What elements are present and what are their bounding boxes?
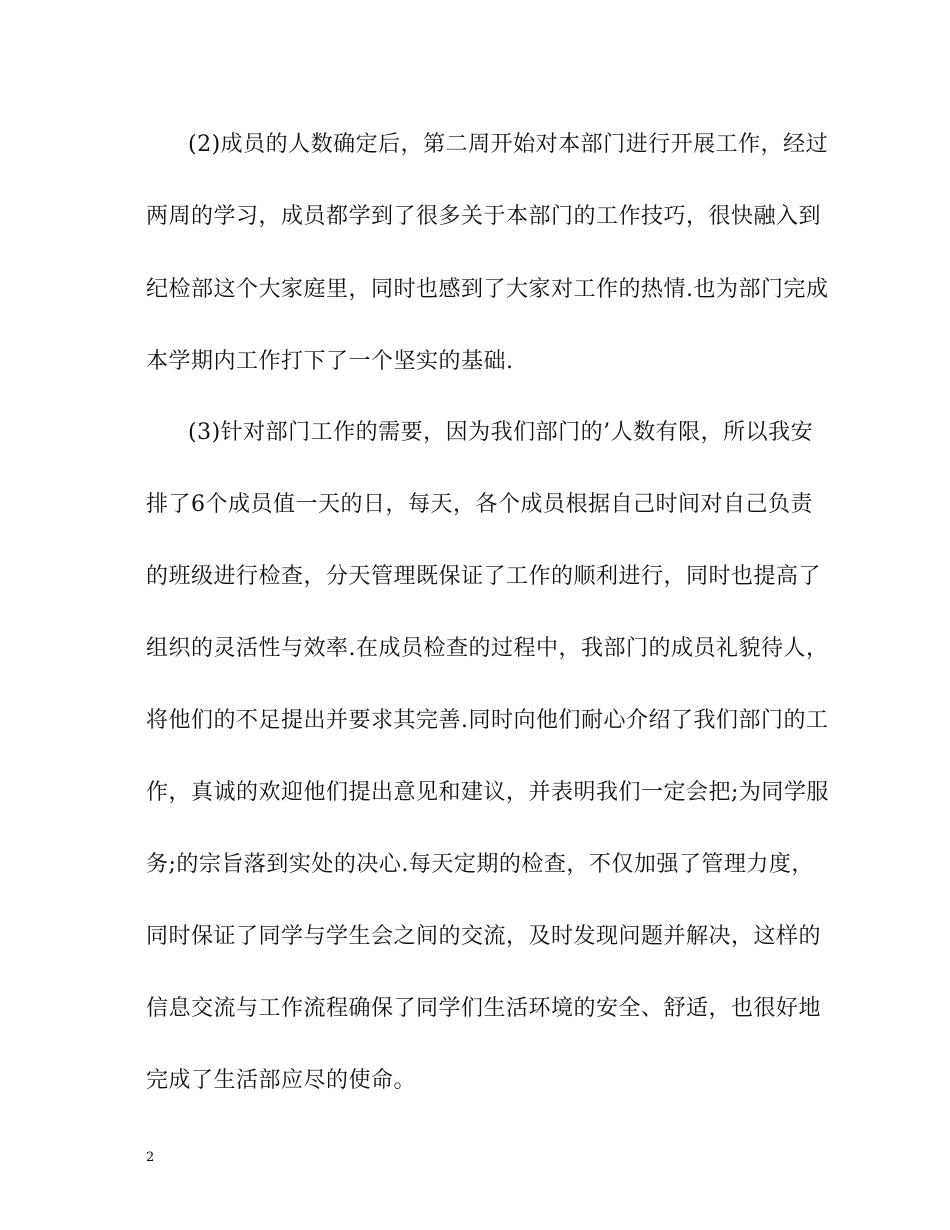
paragraph-2-line-1: (2)成员的人数确定后，第二周开始对本部门进行开展工作，经过 (188, 132, 829, 157)
paragraph-3-line-5: 将他们的不足提出并要求其完善.同时向他们耐心介绍了我们部门的工 (146, 708, 829, 733)
paragraph-2-line-2: 两周的学习，成员都学到了很多关于本部门的工作技巧，很快融入到 (146, 204, 822, 229)
paragraph-2-line-3: 纪检部这个大家庭里，同时也感到了大家对工作的热情.也为部门完成 (146, 277, 829, 302)
paragraph-3-line-1: (3)针对部门工作的需要，因为我们部门的’人数有限，所以我安 (188, 420, 814, 445)
paragraph-3-line-6: 作，真诚的欢迎他们提出意见和建议，并表明我们一定会把;为同学服 (146, 780, 829, 805)
paragraph-3-line-4: 组织的灵活性与效率.在成员检查的过程中，我部门的成员礼貌待人， (146, 636, 829, 661)
paragraph-3-line-8: 同时保证了同学与学生会之间的交流，及时发现问题并解决，这样的 (146, 924, 822, 949)
paragraph-3-line-10: 完成了生活部应尽的使命。 (146, 1068, 417, 1093)
page-number: 2 (146, 1150, 155, 1165)
paragraph-3-line-2: 排了6个成员值一天的日，每天，各个成员根据自己时间对自己负责 (146, 492, 813, 517)
paragraph-2-line-4: 本学期内工作打下了一个坚实的基础. (146, 349, 514, 374)
paragraph-3-line-7: 务;的宗旨落到实处的决心.每天定期的检查，不仅加强了管理力度， (146, 852, 814, 877)
paragraph-3-line-3: 的班级进行检查，分天管理既保证了工作的顺利进行，同时也提高了 (146, 564, 822, 589)
paragraph-3-line-9: 信息交流与工作流程确保了同学们生活环境的安全、舒适，也很好地 (146, 996, 822, 1021)
